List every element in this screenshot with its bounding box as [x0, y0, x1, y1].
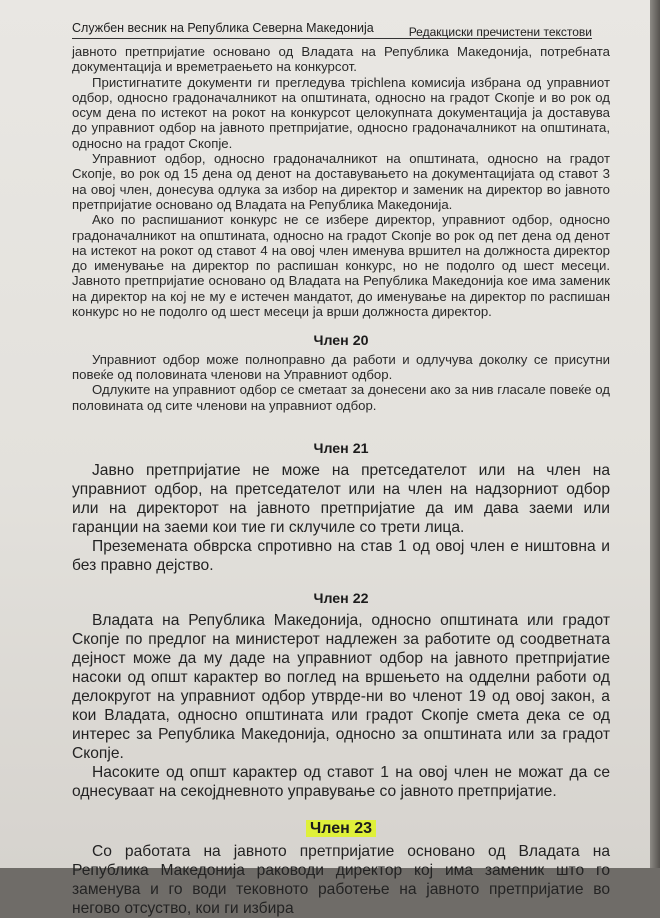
intro-paragraph-2: Пристигнатите документи ги прегледува трichlena комисија избрана од управниот одбор, односно градоначалникот на општината, односно на градот Скопје и во рок од осум дена по истекот на рокот на конкурсот целокупната документација ја доставува до управниот одбор на јавното претпријатие, односно градоначалникот на општината, односно на градот Скопје.	[72, 74, 610, 151]
article-21-section	[72, 437, 610, 918]
intro-paragraph-1: јавното претпријатие основано од Владата на Република Македонија, потребната документација и времетраењето на конкурсот.	[72, 44, 610, 75]
article-21-paragraph-2: Преземената обврска спротивно на став 1 од овој член е ништовна и без правно дејство.	[72, 537, 610, 574]
article-20-paragraph-2: Одлуките на управниот одбор се сметаат за донесени ако за нив гласале повеќе од половината од сите членови на управниот одбор.	[72, 382, 610, 413]
article-20-title: Член 20	[313, 333, 369, 350]
page-header	[72, 18, 592, 39]
article-21-paragraph-1: Јавно претпријатие не може на претседателот или на член на управниот одбор, на претседателот или на член на надзорниот одбор или на директорот на јавното претпријатие да им дава заеми или гаранции на заеми кои тие ги склучиле со трети лица.	[72, 461, 610, 536]
header-gazette-title: Службен весник на Република Северна Македонија	[72, 21, 374, 35]
header-section-title: Редакциски пречистени текстови	[408, 25, 592, 39]
article-22-paragraph-2: Насоките од општ карактер од ставот 1 на овој член не можат да се однесуваат на секојдневното управување со јавното претпријатие.	[72, 763, 610, 800]
article-23-highlight: Член 23	[306, 820, 376, 837]
article-23-title	[72, 813, 610, 842]
article-21-title: Член 21	[313, 440, 369, 457]
article-22-paragraph-1: Владата на Република Македонија, односно општината или градот Скопје по предлог на министерот надлежен за работите од соодветната дејност може да му даде на управниот одбор на јавното претпријатие насоки од општ карактер во поглед на вршењето на одделни работи од делокругот на управниот одбор утврде-ни во членот 19 од овој закон, а кои Владата, односно општината или градот Скопје смета дека се од интерес за Република Македонија, односно за општината или за градот Скопје.	[72, 611, 610, 762]
document-body	[72, 44, 610, 918]
article-20-paragraph-1: Управниот одбор може полноправно да работи и одлучува доколку се присутни повеќе од половината членови на Управниот одбор.	[72, 351, 610, 382]
article-22-title: Член 22	[313, 590, 369, 607]
page-edge-shadow	[650, 0, 660, 868]
article-23-paragraph-1: Со работата на јавното претпријатие основано од Владата на Република Македонија раководи директор кој има заменик што го заменува и го води тековното работење на јавното претпријатие во негово отсуство, кои ги избира	[72, 842, 610, 917]
intro-paragraph-3: Управниот одбор, односно градоначалникот на општината, односно на градот Скопје, во рок од 15 дена од денот на доставувањето на документацијата од ставот 3 на овој член, донесува одлука за избор на директор и заменик на директор во јавното претпријатие основано од Владата на Република Македонија.	[72, 151, 610, 212]
intro-paragraph-4: Ако по распишаниот конкурс не се избере директор, управниот одбор, односно градоначалникот на општината, односно на градот Скопје во рок од пет дена од денот на истекот на рокот од ставот 4 на овој член именува вршител на должноста директор до именување на директор по распишан конкурс, но не подолго од шест месеци. Јавното претпријатие основано од Владата на Република Македонија кое има заменик на директор на кој не му е истечен мандатот, до именување на директор по распишан конкурс но не подолго од шест месеци ја врши должноста директор.	[72, 212, 610, 320]
